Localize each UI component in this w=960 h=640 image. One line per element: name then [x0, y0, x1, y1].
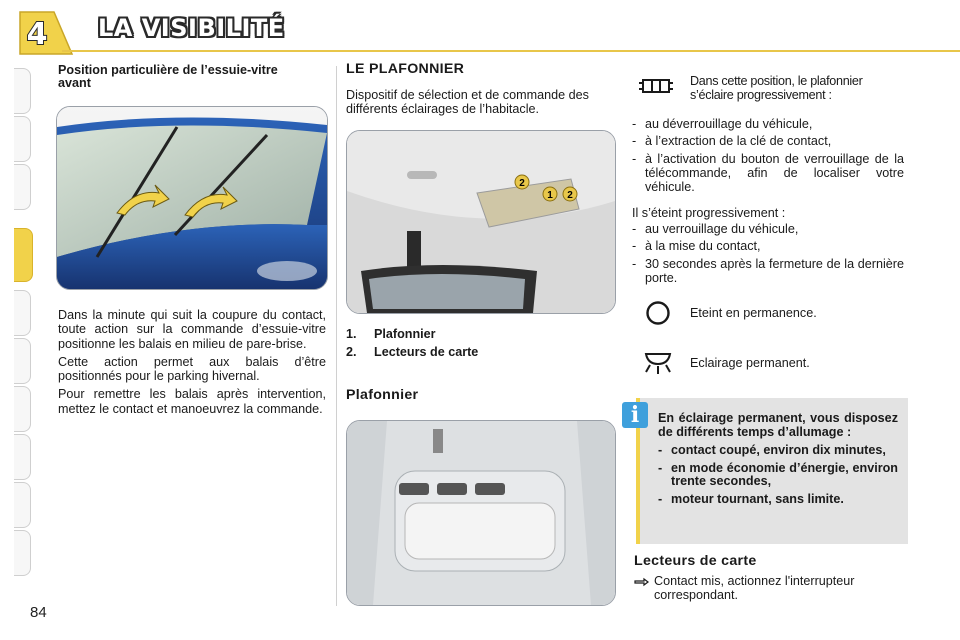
ceiling-console-photo	[346, 130, 616, 314]
wiper-text	[58, 308, 326, 416]
on-events-list	[632, 117, 904, 194]
list-item: - moteur tournant, sans limite.	[658, 491, 844, 506]
wiper-paragraph: Pour remettre les balais après intervention, mettez le contact et manoeuvrez la commande.	[58, 387, 326, 416]
page-number: 84	[30, 604, 47, 621]
circle-off-icon	[644, 300, 672, 331]
pointing-hand-icon	[634, 575, 650, 593]
chapter-tab	[14, 164, 31, 210]
list-item: - au déverrouillage du véhicule,	[632, 117, 813, 131]
list-item: - au verrouillage du véhicule,	[632, 222, 799, 236]
lamp-on-icon	[640, 350, 676, 381]
legend-list	[346, 327, 478, 360]
callout-label: 2	[519, 178, 525, 189]
callout-label: 2	[567, 190, 573, 201]
page-title: LA VISIBILITÉ	[98, 14, 285, 42]
wiper-heading: Position particulière de l’essuie-vitre avant	[58, 63, 278, 90]
chapter-tabs	[0, 62, 34, 582]
ceiling-light-photo	[346, 420, 616, 606]
wiper-paragraph: Cette action permet aux balais d’être positionnés pour le parking hivernal.	[58, 354, 326, 384]
info-text	[658, 412, 898, 506]
off-events-list	[632, 222, 904, 285]
legend-item: 2. Lecteurs de carte	[346, 345, 479, 360]
chapter-tab	[14, 386, 31, 432]
map-lights-heading: Lecteurs de carte	[634, 553, 757, 569]
list-item: - contact coupé, environ dix minutes,	[658, 443, 886, 457]
chapter-tab	[14, 116, 31, 162]
off-intro: Il s’éteint progressivement :	[632, 206, 786, 220]
info-icon: i	[622, 402, 648, 428]
off-mode-label: Eteint en permanence.	[690, 306, 817, 320]
chapter-tab	[14, 434, 31, 480]
chapter-tab	[14, 68, 31, 114]
list-item: - en mode économie d’énergie, environ trente secondes,	[658, 460, 898, 488]
chapter-tab	[14, 482, 31, 528]
on-mode-label: Eclairage permanent.	[690, 356, 810, 370]
column-divider	[336, 66, 337, 606]
wiper-paragraph: Dans la minute qui suit la coupure du contact, toute action sur la commande d’essuie-vitre positionne les balais en milieu de pare-brise.	[58, 308, 326, 351]
subheading-plafonnier: Plafonnier	[346, 387, 419, 403]
page-header	[0, 0, 960, 62]
chapter-number: 4	[26, 17, 48, 52]
car-door-icon	[638, 74, 674, 103]
list-item: - à la mise du contact,	[632, 239, 761, 254]
legend-item: 1. Plafonnier	[346, 327, 436, 341]
door-mode-text: Dans cette position, le plafonnier s’éclaire progressivement :	[690, 74, 863, 103]
windscreen-photo	[56, 106, 328, 290]
info-list	[658, 444, 898, 506]
header-rule	[62, 50, 960, 52]
chapter-tab	[14, 338, 31, 384]
list-item: - à l’activation du bouton de verrouillage de la télécommande, afin de localiser votre véhicule.	[632, 151, 904, 195]
list-item: - 30 secondes après la fermeture de la dernière porte.	[632, 256, 904, 285]
section-intro: Dispositif de sélection et de commande des différents éclairages de l’habitacle.	[346, 88, 589, 117]
callout-label: 1	[547, 190, 553, 201]
info-intro: En éclairage permanent, vous disposez de différents temps d’allumage :	[658, 411, 898, 439]
chapter-tab-active	[14, 228, 33, 282]
chapter-tab	[14, 290, 31, 336]
chapter-tab	[14, 530, 31, 576]
map-lights-text: Contact mis, actionnez l'interrupteur correspondant.	[654, 574, 855, 603]
list-item: - à l’extraction de la clé de contact,	[632, 134, 832, 149]
section-title-plafonnier: LE PLAFONNIER	[346, 61, 465, 77]
